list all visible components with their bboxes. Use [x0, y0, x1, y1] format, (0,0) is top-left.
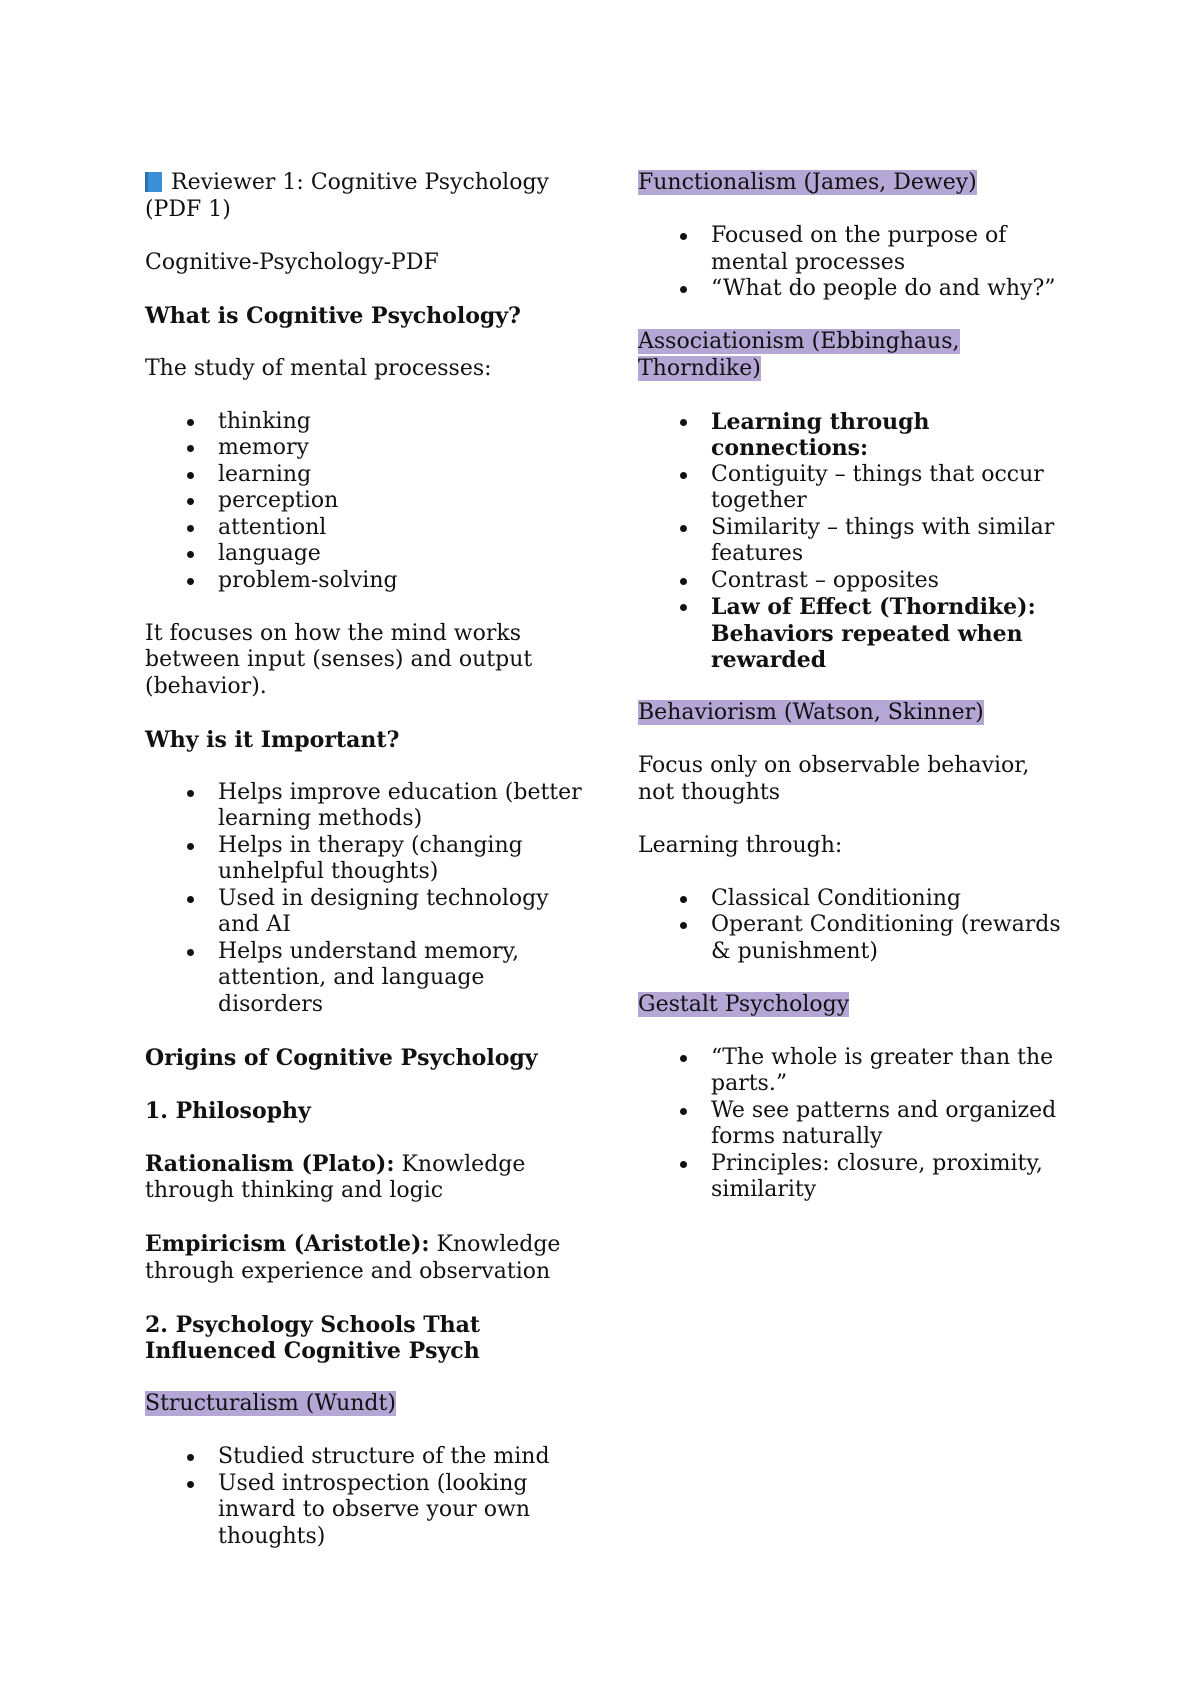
associationism-list	[638, 409, 1068, 674]
list-item: We see patterns and organized forms naturally	[638, 1098, 1068, 1151]
list-item: thinking	[145, 409, 585, 436]
list-item: language	[145, 541, 585, 568]
list-item: Similarity – things with similar features	[638, 515, 1068, 568]
rationalism-label: Rationalism (Plato):	[145, 1150, 395, 1177]
list-item: Classical Conditioning	[638, 886, 1068, 913]
list-item: problem-solving	[145, 568, 585, 595]
list-item: Focused on the purpose of mental processes	[638, 223, 1068, 276]
schools-heading: 2. Psychology Schools That Influenced Cognitive Psych	[145, 1311, 481, 1364]
associationism-heading-line	[638, 329, 1068, 382]
why-heading: Why is it Important?	[145, 726, 400, 753]
list-item: Helps in therapy (changing unhelpful thoughts)	[145, 833, 585, 886]
associationism-heading: Associationism (Ebbinghaus, Thorndike)	[638, 329, 960, 381]
list-item: Helps improve education (better learning methods)	[145, 780, 585, 833]
behaviorism-heading-line	[638, 700, 1068, 727]
importance-list	[145, 780, 585, 1019]
list-item: Operant Conditioning (rewards & punishment)	[638, 912, 1068, 965]
rationalism-paragraph	[145, 1151, 585, 1205]
structuralism-list	[145, 1444, 585, 1550]
list-item: Helps understand memory, attention, and language disorders	[145, 939, 585, 1019]
origins-heading: Origins of Cognitive Psychology	[145, 1044, 538, 1071]
focus-paragraph: It focuses on how the mind works between input (senses) and output (behavior).	[145, 620, 533, 699]
list-item: Contiguity – things that occur together	[638, 462, 1068, 515]
empiricism-label: Empiricism (Aristotle):	[145, 1231, 430, 1257]
functionalism-heading-line	[638, 170, 1068, 197]
gestalt-list	[638, 1045, 1068, 1204]
behaviorism-focus: Focus only on observable behavior, not thoughts	[638, 753, 1030, 805]
structuralism-heading-line	[145, 1391, 585, 1418]
left-column	[145, 170, 585, 1577]
empiricism-text: Knowledge through experience and observation	[145, 1232, 561, 1284]
processes-list	[145, 409, 585, 595]
behaviorism-heading: Behaviorism (Watson, Skinner)	[638, 700, 984, 725]
file-reference: Cognitive-Psychology-PDF	[145, 249, 439, 275]
list-item: Principles: closure, proximity, similarity	[638, 1151, 1068, 1204]
conditioning-list	[638, 886, 1068, 966]
list-item: memory	[145, 435, 585, 462]
list-item: Law of Effect (Thorndike): Behaviors repeated when rewarded	[638, 594, 1068, 674]
gestalt-heading-line	[638, 992, 1068, 1019]
list-item: “What do people do and why?”	[638, 276, 1068, 303]
list-item: learning	[145, 462, 585, 489]
list-item: Learning through connections:	[638, 409, 1068, 462]
right-column	[638, 170, 1068, 1230]
list-item: Contrast – opposites	[638, 568, 1068, 595]
functionalism-heading: Functionalism (James, Dewey)	[638, 170, 977, 195]
list-item: perception	[145, 488, 585, 515]
list-item: Studied structure of the mind	[145, 1444, 585, 1471]
document-title: Reviewer 1: Cognitive Psychology (PDF 1)	[145, 170, 549, 222]
rationalism-text: Knowledge through thinking and logic	[145, 1151, 526, 1203]
blue-book-icon	[145, 172, 162, 192]
what-heading: What is Cognitive Psychology?	[145, 302, 521, 329]
gestalt-heading: Gestalt Psychology	[638, 991, 850, 1017]
study-intro: The study of mental processes:	[145, 355, 492, 381]
list-item: attentionl	[145, 515, 585, 542]
structuralism-heading: Structuralism (Wundt)	[145, 1391, 396, 1416]
empiricism-paragraph	[145, 1231, 585, 1285]
list-item: “The whole is greater than the parts.”	[638, 1045, 1068, 1098]
list-item: Used in designing technology and AI	[145, 886, 585, 939]
learning-through: Learning through:	[638, 832, 843, 858]
functionalism-list	[638, 223, 1068, 303]
list-item: Used introspection (looking inward to observe your own thoughts)	[145, 1471, 585, 1551]
philosophy-heading: 1. Philosophy	[145, 1097, 311, 1124]
